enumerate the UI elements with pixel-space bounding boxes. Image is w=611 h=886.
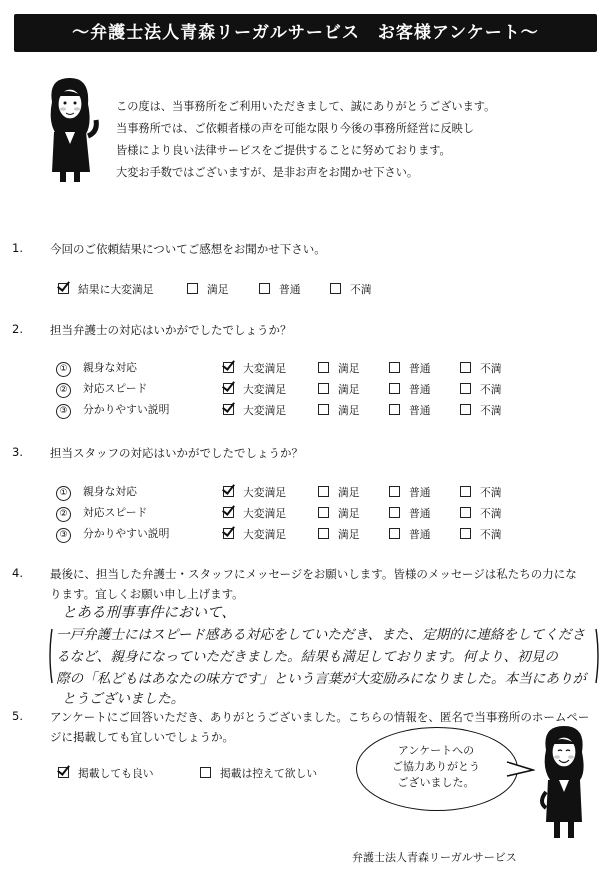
checkbox-checked[interactable] <box>58 767 69 778</box>
q3-r1-very-satisfied[interactable]: 大変満足 <box>223 485 286 500</box>
q3-row-label: ② 対応スピード <box>56 505 147 522</box>
q2-r2-very-satisfied[interactable]: 大変満足 <box>223 382 286 397</box>
checkbox-checked[interactable] <box>223 404 234 415</box>
handwritten-line: 際の「私どもはあなたの味方です」という言葉が大変励みになりました。本当にありが <box>56 671 587 687</box>
q3-r3-normal[interactable]: 普通 <box>389 527 431 542</box>
q2-r2-dissatisfied[interactable]: 不満 <box>460 382 502 397</box>
handwritten-line: とある刑事事件において、 <box>62 605 236 621</box>
q1-text: 今回のご依頼結果についてご感想をお聞かせ下さい。 <box>50 242 326 256</box>
q1-number: 1. <box>12 241 23 255</box>
q1-option-satisfied[interactable]: 満足 <box>187 282 229 297</box>
q3-r1-satisfied[interactable]: 満足 <box>318 485 360 500</box>
footer-organization: 弁護士法人青森リーガルサービス <box>352 851 517 864</box>
checkbox[interactable] <box>330 283 341 294</box>
q2-r1-normal[interactable]: 普通 <box>389 361 431 376</box>
q2-r3-dissatisfied[interactable]: 不満 <box>460 403 502 418</box>
checkbox[interactable] <box>318 383 329 394</box>
q2-number: 2. <box>12 322 23 336</box>
checkbox[interactable] <box>318 404 329 415</box>
q2-row-label: ① 親身な対応 <box>56 360 137 377</box>
q4-number: 4. <box>12 566 23 580</box>
q3-r1-dissatisfied[interactable]: 不満 <box>460 485 502 500</box>
q2-r2-normal[interactable]: 普通 <box>389 382 431 397</box>
q1-option-very-satisfied[interactable]: 結果に大変満足 <box>58 282 154 297</box>
intro-line: 皆様により良い法律サービスをご提供することに努めております。 <box>116 144 451 157</box>
checkbox-checked[interactable] <box>223 507 234 518</box>
intro-line: 当事務所では、ご依頼者様の声を可能な限り今後の事務所経営に反映し <box>116 122 475 135</box>
checkbox-checked[interactable] <box>223 528 234 539</box>
handwritten-line: るなど、親身になっていただきました。結果も満足しております。何より、初見の <box>56 649 558 665</box>
q3-r3-very-satisfied[interactable]: 大変満足 <box>223 527 286 542</box>
checkbox[interactable] <box>318 507 329 518</box>
q2-row-label: ② 対応スピード <box>56 381 147 398</box>
q5-text-line2: ジに掲載しても宜しいでしょうか。 <box>50 730 234 744</box>
q2-r3-normal[interactable]: 普通 <box>389 403 431 418</box>
q3-r2-very-satisfied[interactable]: 大変満足 <box>223 506 286 521</box>
checkbox[interactable] <box>389 528 400 539</box>
q5-option-publish-ok[interactable]: 掲載しても良い <box>58 766 154 781</box>
q3-row-label: ③ 分かりやすい説明 <box>56 526 169 543</box>
checkbox[interactable] <box>389 507 400 518</box>
checkbox[interactable] <box>187 283 198 294</box>
q3-row-label: ① 親身な対応 <box>56 484 137 501</box>
staff-illustration-top <box>30 72 106 184</box>
q3-text: 担当スタッフの対応はいかがでしたでしょうか？ <box>50 446 303 460</box>
handwritten-line: 一戸弁護士にはスピード感ある対応をしていただき、また、定期的に連絡をしてくださ <box>56 627 586 643</box>
checkbox[interactable] <box>318 362 329 373</box>
checkbox[interactable] <box>460 404 471 415</box>
checkbox-checked[interactable] <box>223 383 234 394</box>
q2-r1-very-satisfied[interactable]: 大変満足 <box>223 361 286 376</box>
q2-r3-very-satisfied[interactable]: 大変満足 <box>223 403 286 418</box>
q4-text-line1: 最後に、担当した弁護士・スタッフにメッセージをお願いします。皆様のメッセージは私たちの力にな <box>50 567 577 581</box>
q3-r2-dissatisfied[interactable]: 不満 <box>460 506 502 521</box>
q5-number: 5. <box>12 709 23 723</box>
checkbox[interactable] <box>460 528 471 539</box>
q3-r3-satisfied[interactable]: 満足 <box>318 527 360 542</box>
staff-illustration-bottom <box>532 722 596 842</box>
q5-option-publish-declined[interactable]: 掲載は控えて欲しい <box>200 766 317 781</box>
q2-row-label: ③ 分かりやすい説明 <box>56 402 169 419</box>
survey-title-banner <box>14 14 597 52</box>
q1-option-normal[interactable]: 普通 <box>259 282 301 297</box>
checkbox[interactable] <box>389 486 400 497</box>
q3-r2-satisfied[interactable]: 満足 <box>318 506 360 521</box>
intro-line: 大変お手数ではございますが、是非お声をお聞かせ下さい。 <box>116 166 419 179</box>
q2-r1-dissatisfied[interactable]: 不満 <box>460 361 502 376</box>
checkbox[interactable] <box>460 507 471 518</box>
checkbox[interactable] <box>460 383 471 394</box>
checkbox[interactable] <box>318 528 329 539</box>
survey-title: 〜弁護士法人青森リーガルサービス お客様アンケート〜 <box>72 23 539 43</box>
checkbox[interactable] <box>460 486 471 497</box>
q3-r2-normal[interactable]: 普通 <box>389 506 431 521</box>
checkbox[interactable] <box>389 383 400 394</box>
q2-r1-satisfied[interactable]: 満足 <box>318 361 360 376</box>
q3-r1-normal[interactable]: 普通 <box>389 485 431 500</box>
checkbox-checked[interactable] <box>223 362 234 373</box>
checkbox-checked[interactable] <box>223 486 234 497</box>
q5-text-line1: アンケートにご回答いただき、ありがとうございました。こちらの情報を、匿名で当事務所のホームペー <box>50 710 590 724</box>
handwritten-line: とうございました。 <box>62 691 185 707</box>
checkbox-checked[interactable] <box>58 283 69 294</box>
checkbox[interactable] <box>318 486 329 497</box>
speech-bubble-text: アンケートへの ご協力ありがとう ございました。 <box>392 744 480 789</box>
q2-text: 担当弁護士の対応はいかがでしたでしょうか？ <box>50 323 292 337</box>
q3-r3-dissatisfied[interactable]: 不満 <box>460 527 502 542</box>
checkbox[interactable] <box>259 283 270 294</box>
intro-line: この度は、当事務所をご利用いただきまして、誠にありがとうございます。 <box>116 100 496 113</box>
q4-text-line2: ります。宜しくお願い申し上げます。 <box>50 587 244 601</box>
checkbox[interactable] <box>389 404 400 415</box>
checkbox[interactable] <box>389 362 400 373</box>
q2-r3-satisfied[interactable]: 満足 <box>318 403 360 418</box>
q2-r2-satisfied[interactable]: 満足 <box>318 382 360 397</box>
checkbox[interactable] <box>200 767 211 778</box>
q1-option-dissatisfied[interactable]: 不満 <box>330 282 372 297</box>
intro-text <box>116 96 596 184</box>
q3-number: 3. <box>12 445 23 459</box>
checkbox[interactable] <box>460 362 471 373</box>
